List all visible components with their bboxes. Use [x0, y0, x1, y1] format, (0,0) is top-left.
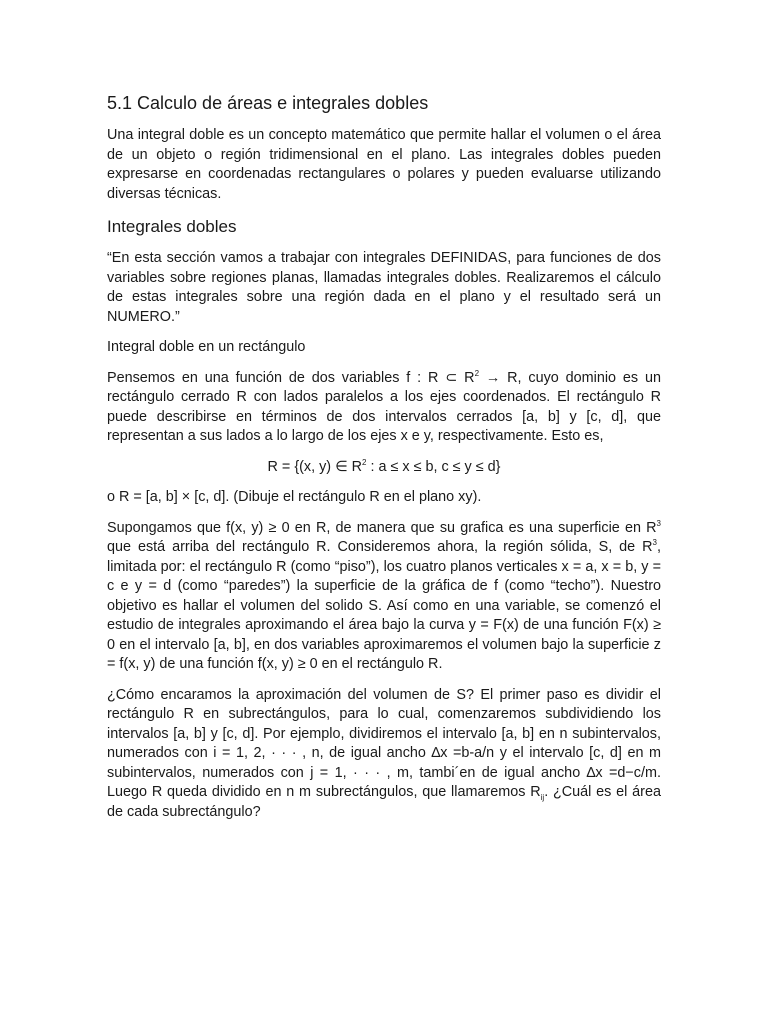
paragraph-rectangle-notation: o R = [a, b] × [c, d]. (Dibuje el rectángulo R en el plano xy).: [107, 489, 482, 505]
formula-rectangle: [107, 458, 661, 478]
formula-text-b: : a ≤ x ≤ b, c ≤ y ≤ d}: [366, 458, 501, 475]
paragraph-function-domain: [107, 369, 661, 447]
p3-text-a: Supongamos que f(x, y) ≥ 0 en R, de manera que su grafica es una superficie en R: [107, 519, 657, 536]
p4-text-a: ¿Cómo encaramos la aproximación del volumen de S? El primer paso es dividir el rectángulo R en subrectángulos, para lo cual, comenzaremos subdividiendo los intervalos [a, b] y [c, d]. Por ejemplo, dividiremos el intervalo [a, b] en n subintervalos, numerados con i = 1, 2, · · · , n, de igual ancho ∆x =b-a/n y el intervalo [c, d] en m subintervalos, numerados con j = 1, · · · , m, tambi´en de igual ancho ∆x =d−c/m. Luego R queda dividido en n m subrectángulos, que llamaremos R: [107, 686, 661, 800]
intro-paragraph: Una integral doble es un concepto matemático que permite hallar el volumen o el área de un objeto o región tridimensional en el plano. Las integrales dobles pueden expresarse en coordenadas rectangulares o polares y pueden evaluarse utilizando diversas técnicas.: [107, 127, 661, 202]
paragraph-subrectangles: [107, 686, 661, 823]
p3-text-b: que está arriba del rectángulo R. Consideremos ahora, la región sólida, S, de R: [107, 539, 653, 555]
p4-subscript: ij: [540, 792, 545, 802]
p1-text-a: Pensemos en una función de dos variables f : R ⊂ R: [107, 369, 475, 386]
p3-superscript-1: 3: [656, 518, 661, 528]
p4-text-b: . ¿Cuál es el área de cada subrectángulo?: [107, 784, 661, 820]
p3-superscript-2: 3: [652, 538, 657, 548]
quote-paragraph: “En esta sección vamos a trabajar con integrales DEFINIDAS, para funciones de dos variables sobre regiones planas, llamadas integrales dobles. Realizaremos el cálculo de estas integrales sobre una región dada en el plano y el resultado será un NUMERO.”: [107, 250, 661, 325]
rect-heading: Integral doble en un rectángulo: [107, 339, 306, 355]
p1-text-b: → R, cuyo dominio es un rectángulo cerrado R con lados paralelos a los ejes coordenados. El rectángulo R puede describirse en términos de dos intervalos cerrados [a, b] y [c, d], que representan a sus lados a lo largo de los ejes x e y, respectivamente. Esto es,: [107, 369, 662, 444]
p3-text-c: , limitada por: el rectángulo R (como “piso”), los cuatro planos verticales x = a, x = b, y = c e y = d (como “paredes”) la superficie de la gráfica de f (como “techo”). Nuestro objetivo es hallar el volumen del solido S. Así como en una variable, se comenzó el estudio de integrales aproximando el área bajo la curva y = F(x) de una función F(x) ≥ 0 en el intervalo [a, b], en dos variables aproximaremos el volumen bajo la superficie z = f(x, y) de una función f(x, y) ≥ 0 en el rectángulo R.: [107, 539, 661, 672]
document-page: [107, 90, 661, 833]
subtitle-integrales-dobles: Integrales dobles: [107, 217, 237, 236]
section-title: 5.1 Calculo de áreas e integrales dobles: [107, 93, 429, 113]
formula-superscript: 2: [362, 457, 367, 467]
formula-text-a: R = {(x, y) ∈ R: [267, 458, 363, 475]
p1-superscript: 2: [474, 368, 480, 378]
paragraph-solid-volume: [107, 519, 661, 675]
